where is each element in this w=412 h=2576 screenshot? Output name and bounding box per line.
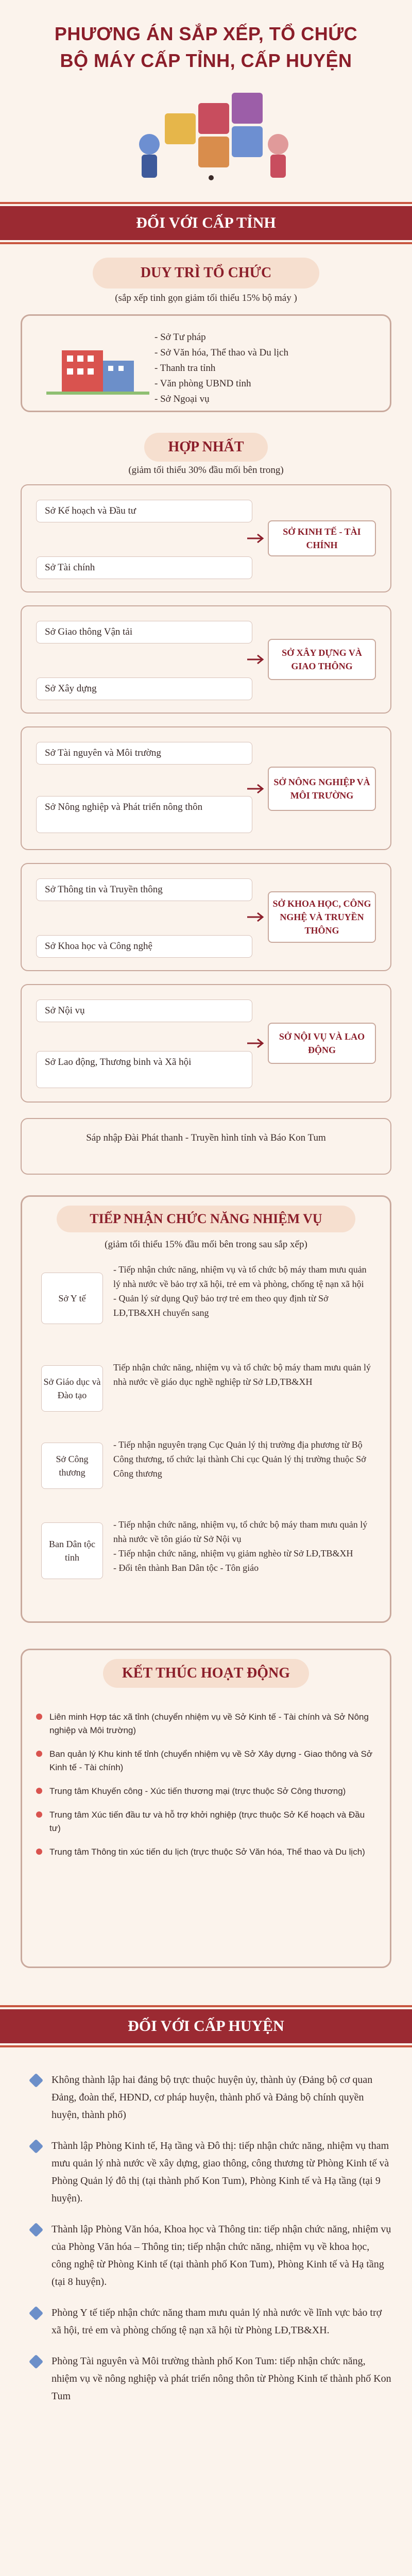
puzzle-illustration (77, 82, 335, 180)
merge-source: Sở Giao thông Vận tải (36, 621, 252, 643)
merge-tv-bar (21, 1118, 391, 1175)
merge-source: Sở Khoa học và Công nghệ (36, 935, 252, 958)
receive-note: (giảm tối thiểu 15% đầu mối bên trong sau sắp xếp) (105, 1239, 307, 1250)
merge-result: SỞ KINH TẾ - TÀI CHÍNH (268, 520, 376, 556)
district-item: Thành lập Phòng Văn hóa, Khoa học và Thông tin: tiếp nhận chức năng, nhiệm vụ của Phòng Văn hóa – Thông tin; tiếp nhận chức năng, nhiệm vụ về khoa học, công nghệ từ Phòng Kinh tế (tại thành phố Kon Tum), Phòng Kinh tế và Hạ tầng (tại 8 huyện). (31, 2221, 391, 2291)
arrow-right-icon (246, 533, 267, 544)
end-list (36, 1710, 376, 1869)
district-band (0, 2009, 412, 2043)
maintain-item: - Sở Ngoại vụ (154, 392, 381, 407)
receive-row-label: Ban Dân tộc tỉnh (41, 1522, 103, 1579)
merge-source: Sở Tài chính (36, 556, 252, 579)
office-building-icon (46, 335, 149, 397)
maintain-item: - Sở Văn hóa, Thể thao và Du lịch (154, 345, 381, 361)
merge-note: (giảm tối thiểu 30% đầu mối bên trong) (128, 465, 284, 476)
receive-row (41, 1437, 371, 1504)
merge-source: Sở Nội vụ (36, 999, 252, 1022)
arrow-right-icon (246, 1038, 267, 1049)
district-band-title: ĐỐI VỚI CẤP HUYỆN (128, 2018, 284, 2035)
end-item: Trung tâm Khuyến công - Xúc tiến thương mại (trực thuộc Sở Công thương) (36, 1785, 376, 1798)
district-item: Không thành lập hai đảng bộ trực thuộc huyện ủy, thành ủy (Đảng bộ cơ quan Đảng, đoàn thể, HĐND, cơ pháp huyện, thành phố và Đảng bộ chính quyền huyện, thành phố) (31, 2071, 391, 2124)
merge-result: SỞ XÂY DỰNG VÀ GIAO THÔNG (268, 639, 376, 680)
provincial-band-title: ĐỐI VỚI CẤP TỈNH (136, 214, 276, 231)
receive-row-label: Sở Y tế (41, 1273, 103, 1324)
title-line-1: PHƯƠNG ÁN SẮP XẾP, TỔ CHỨC (54, 23, 358, 44)
merge-result: SỞ KHOA HỌC, CÔNG NGHỆ VÀ TRUYỀN THÔNG (268, 891, 376, 943)
receive-row-line: - Đổi tên thành Ban Dân tộc - Tôn giáo (113, 1563, 259, 1573)
header (0, 0, 412, 191)
receive-row-line: - Quản lý sử dụng Quỹ bảo trợ trẻ em theo quy định từ Sở LĐ,TB&XH chuyển sang (113, 1293, 329, 1318)
district-item: Thành lập Phòng Kinh tế, Hạ tầng và Đô thị: tiếp nhận chức năng, nhiệm vụ tham mưu quản lý nhà nước về xây dựng, giao thông, công thương từ Phòng Kinh tế và Phòng Quản lý đô thị (tại thành phố Kon Tum), Phòng Kinh tế và Hạ tầng (tại 9 huyện). (31, 2137, 391, 2207)
merge-title: HỢP NHẤT (144, 433, 268, 462)
district-item: Phòng Y tế tiếp nhận chức năng tham mưu quản lý nhà nước về lĩnh vực bảo trợ xã hội, trẻ em và phòng chống tệ nạn xã hội từ Phòng LĐ,TB&XH. (31, 2304, 391, 2339)
receive-row-label: Sở Giáo dục và Đào tạo (41, 1365, 103, 1412)
merge-source: Sở Lao động, Thương binh và Xã hội (36, 1051, 252, 1088)
receive-row-label: Sở Công thương (41, 1443, 103, 1489)
maintain-title: DUY TRÌ TỔ CHỨC (93, 258, 319, 289)
end-item: Liên minh Hợp tác xã tỉnh (chuyển nhiệm vụ về Sở Kinh tế - Tài chính và Sở Nông nghiệp và Môi trường) (36, 1710, 376, 1737)
merge-source: Sở Thông tin và Truyền thông (36, 878, 252, 901)
district-list (31, 2071, 391, 2418)
district-item: Phòng Tài nguyên và Môi trường thành phố Kon Tum: tiếp nhận chức năng, nhiệm vụ về nông nghiệp và phát triển nông thôn từ Phòng Kinh tế thành phố Kon Tum (31, 2352, 391, 2405)
receive-row-line: - Tiếp nhận chức năng, nhiệm vụ và tổ chức bộ máy tham mưu quản lý nhà nước về bảo trợ xã hội, trẻ em và phòng, chống tệ nạn xã hội (113, 1264, 367, 1289)
maintain-item: - Sở Tư pháp (154, 330, 381, 345)
receive-row-line: - Tiếp nhận chức năng, nhiệm vụ, tổ chức bộ máy tham mưu quản lý nhà nước về tôn giáo từ Sở Nội vụ (113, 1519, 368, 1544)
arrow-right-icon (246, 911, 267, 923)
merge-tv-text: Sáp nhập Đài Phát thanh - Truyền hình tỉnh và Báo Kon Tum (86, 1132, 326, 1143)
receive-row (41, 1262, 371, 1350)
end-item: Ban quản lý Khu kinh tế tỉnh (chuyển nhiệm vụ về Sở Xây dựng - Giao thông và Sở Kinh tế - Tài chính) (36, 1748, 376, 1774)
end-title: KẾT THÚC HOẠT ĐỘNG (103, 1659, 309, 1688)
merge-result: SỞ NÔNG NGHIỆP VÀ MÔI TRƯỜNG (268, 767, 376, 811)
merge-result: SỞ NỘI VỤ VÀ LAO ĐỘNG (268, 1023, 376, 1064)
merge-source: Sở Tài nguyên và Môi trường (36, 742, 252, 765)
page-title (0, 21, 412, 74)
merge-source: Sở Xây dựng (36, 677, 252, 700)
provincial-band (0, 206, 412, 240)
arrow-right-icon (246, 783, 267, 794)
end-item: Trung tâm Thông tin xúc tiến du lịch (trực thuộc Sở Văn hóa, Thể thao và Du lịch) (36, 1845, 376, 1859)
receive-row-line: - Tiếp nhận chức năng, nhiệm vụ giảm nghèo từ Sở LĐ,TB&XH (113, 1548, 353, 1558)
maintain-item: - Thanh tra tỉnh (154, 361, 381, 376)
maintain-list (154, 330, 381, 407)
receive-title: TIẾP NHẬN CHỨC NĂNG NHIỆM VỤ (57, 1206, 355, 1232)
end-item: Trung tâm Xúc tiến đầu tư và hỗ trợ khởi nghiệp (trực thuộc Sở Kế hoạch và Đầu tư) (36, 1808, 376, 1835)
maintain-item: - Văn phòng UBND tỉnh (154, 376, 381, 392)
title-line-2: BỘ MÁY CẤP TỈNH, CẤP HUYỆN (60, 50, 352, 71)
merge-source: Sở Kế hoạch và Đầu tư (36, 500, 252, 522)
merge-source: Sở Nông nghiệp và Phát triển nông thôn (36, 796, 252, 833)
receive-row-line: Tiếp nhận chức năng, nhiệm vụ và tổ chức bộ máy tham mưu quản lý nhà nước về giáo dục nghề nghiệp từ Sở LĐ,TB&XH (113, 1362, 371, 1387)
maintain-note: (sắp xếp tinh gọn giảm tối thiểu 15% bộ máy ) (115, 293, 297, 303)
receive-row (41, 1517, 371, 1610)
arrow-right-icon (246, 654, 267, 665)
receive-row-line: - Tiếp nhận nguyên trạng Cục Quản lý thị trường địa phương từ Bộ Công thương, tổ chức lại thành Chi cục Quản lý thị trường thuộc Sở Công thương (113, 1439, 366, 1479)
receive-row (41, 1360, 371, 1427)
